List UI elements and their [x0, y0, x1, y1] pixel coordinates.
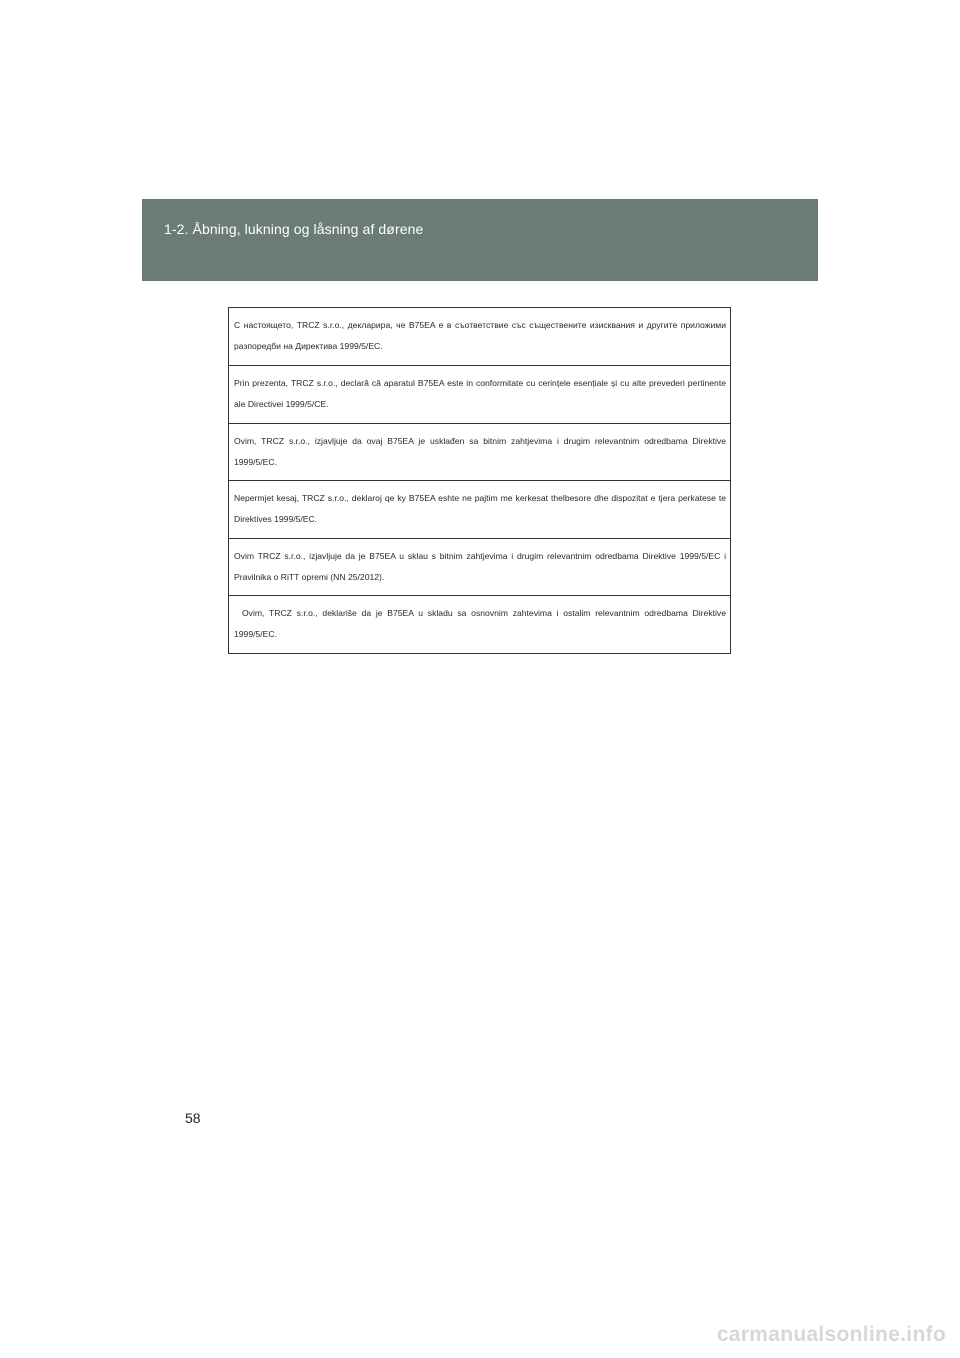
declaration-text: Nepermjet kesaj, TRCZ s.r.o., deklaroj qe ky B75EA eshte ne pajtim me kerkesat thelbesore dhe dispozitat e tjera perkatese te Direktives 1999/5/EC. [234, 493, 726, 524]
declaration-text: Prin prezenta, TRCZ s.r.o., declară că aparatul B75EA este in conformitate cu cerințele esențiale și cu alte prevederi pertinente ale Directivei 1999/5/CE. [234, 378, 726, 409]
section-header-bar [142, 199, 818, 281]
watermark: carmanualsonline.info [716, 1323, 946, 1346]
declaration-text: Ovim, TRCZ s.r.o., deklariše da je B75EA u skladu sa osnovnim zahtevima i ostalim relevantnim odredbama Direktive 1999/5/EC. [234, 608, 726, 639]
section-title: 1-2. Åbning, lukning og låsning af dørene [164, 221, 424, 237]
declaration-row-bosnian [229, 424, 730, 481]
declaration-row-romanian [229, 366, 730, 424]
page-number: 58 [185, 1110, 201, 1126]
declaration-table [228, 307, 731, 654]
declaration-text: Ovim TRCZ s.r.o., izjavljuje da je B75EA u sklau s bitnim zahtjevima i drugim relevantnim odredbama Direktive 1999/5/EC i Pravilnika o RiTT opremi (NN 25/2012). [234, 551, 726, 582]
declaration-text: С настоящето, TRCZ s.r.o., декларира, че B75EA е в съответствие със съществените изисквания и другите приложими разпоредби на Директива 1999/5/EC. [234, 320, 726, 351]
declaration-row-bulgarian [229, 308, 730, 366]
declaration-text: Ovim, TRCZ s.r.o., izjavljuje da ovaj B75EA je usklađen sa bitnim zahtjevima i drugim relevantnim odredbama Direktive 1999/5/EC. [234, 436, 726, 467]
declaration-row-serbian [229, 596, 730, 653]
declaration-row-croatian [229, 539, 730, 596]
declaration-row-albanian [229, 481, 730, 539]
